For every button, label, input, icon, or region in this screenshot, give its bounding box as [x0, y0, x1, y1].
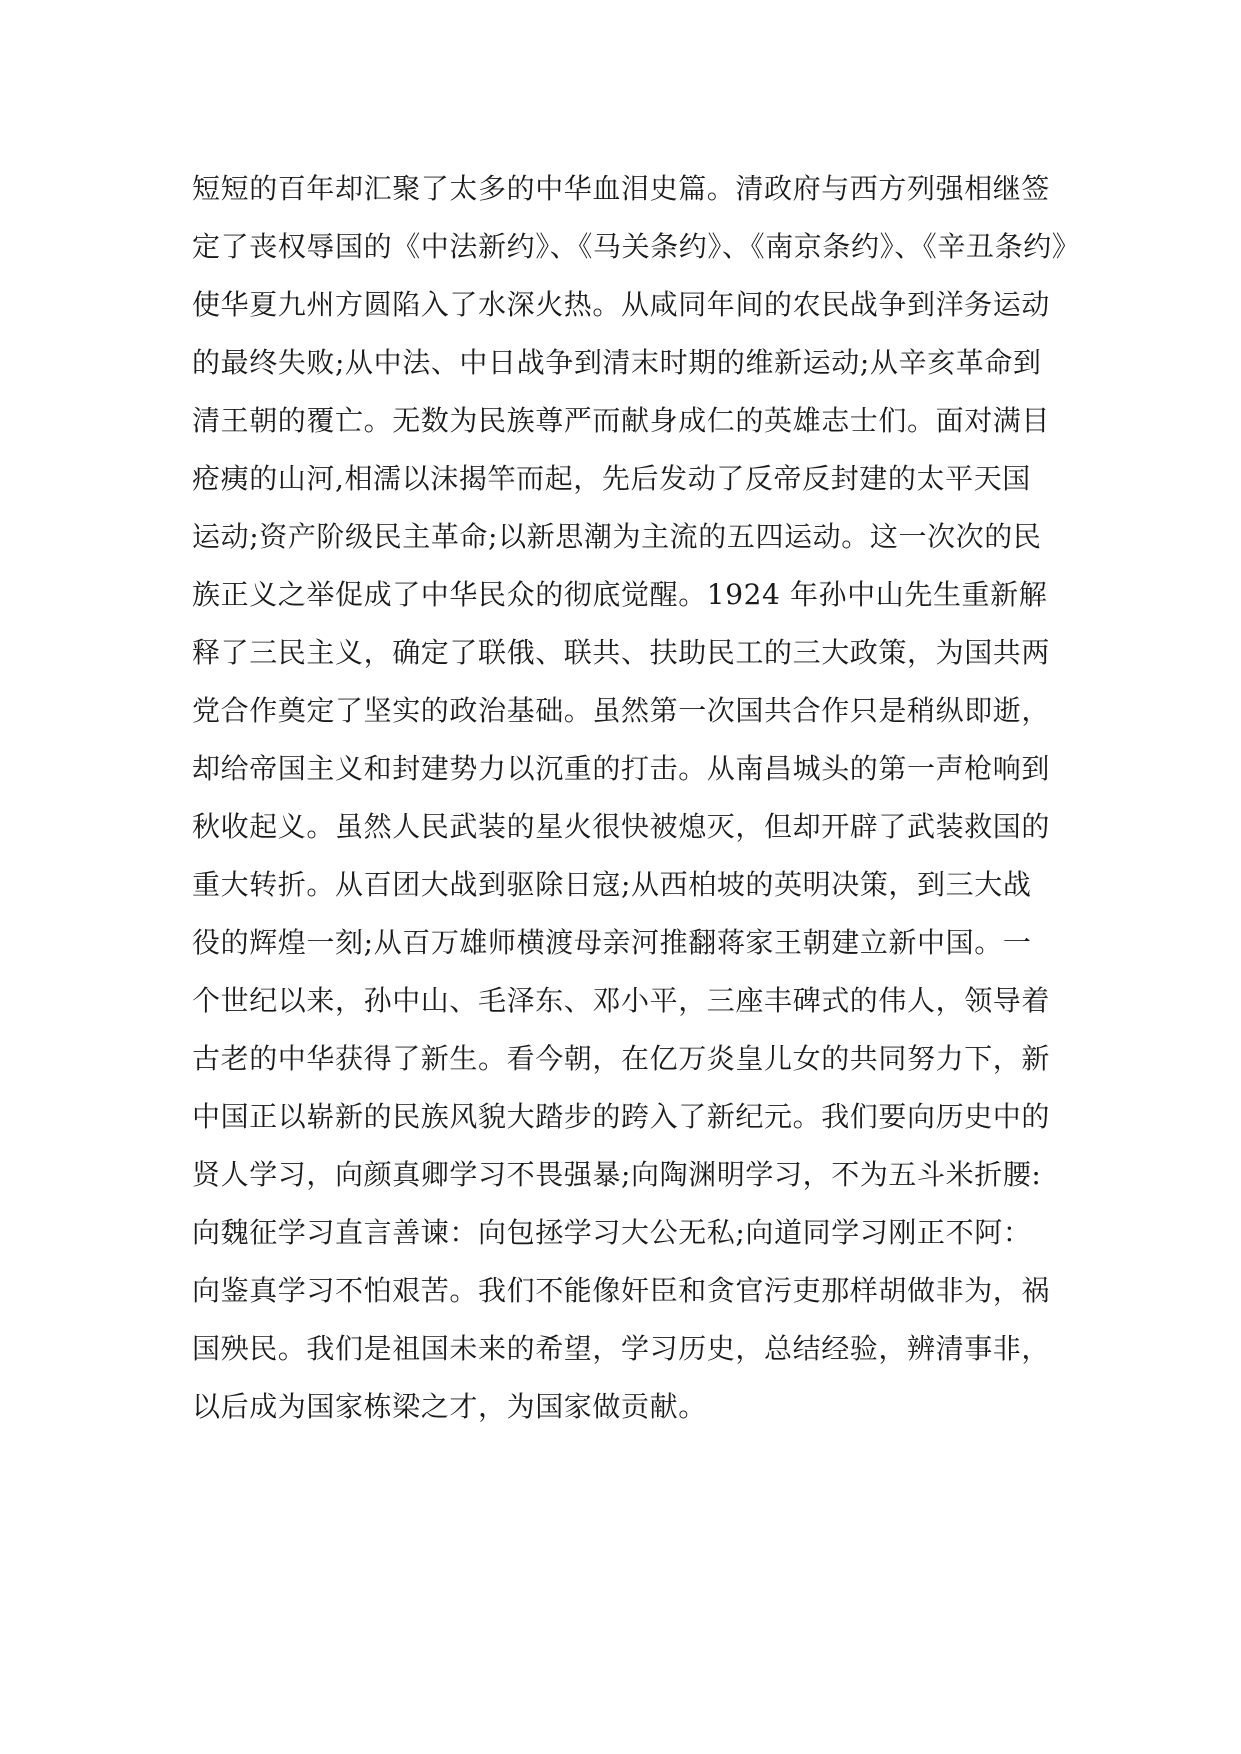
text-line: 个世纪以来，孙中山、毛泽东、邓小平，三座丰碑式的伟人，领导着: [192, 984, 1051, 1017]
text-line: 向魏征学习直言善谏：向包拯学习大公无私;向道同学习刚正不阿：: [192, 1216, 1032, 1249]
text-line: 中国正以崭新的民族风貌大踏步的跨入了新纪元。我们要向历史中的: [192, 1100, 1051, 1133]
text-line: 党合作奠定了坚实的政治基础。虽然第一次国共合作只是稍纵即逝，: [192, 694, 1051, 727]
text-line: 定了丧权辱国的《中法新约》、《马关条约》、《南京条约》、《辛丑条约》: [192, 230, 1081, 263]
text-line: 的最终失败;从中法、中日战争到清末时期的维新运动;从辛亥革命到: [192, 346, 1042, 379]
text-line: 重大转折。从百团大战到驱除日寇;从西柏坡的英明决策，到三大战: [192, 868, 1032, 901]
text-line: 贤人学习，向颜真卿学习不畏强暴;向陶渊明学习，不为五斗米折腰:: [192, 1158, 1042, 1191]
essay-paragraph: [192, 160, 1081, 1436]
text-line: 运动;资产阶级民主革命;以新思潮为主流的五四运动。这一次次的民: [192, 520, 1042, 553]
text-line: 役的辉煌一刻;从百万雄师横渡母亲河推翻蒋家王朝建立新中国。一: [192, 926, 1032, 959]
text-line: 古老的中华获得了新生。看今朝，在亿万炎皇儿女的共同努力下，新: [192, 1042, 1051, 1075]
text-line: 以后成为国家栋梁之才，为国家做贡献。: [192, 1390, 707, 1423]
text-line: 使华夏九州方圆陷入了水深火热。从咸同年间的农民战争到洋务运动: [192, 288, 1051, 321]
text-line: 却给帝国主义和封建势力以沉重的打击。从南昌城头的第一声枪响到: [192, 752, 1051, 785]
text-line: 疮痍的山河,相濡以沫揭竿而起，先后发动了反帝反封建的太平天国: [192, 462, 1031, 495]
text-line: 国殃民。我们是祖国未来的希望，学习历史，总结经验，辨清事非，: [192, 1332, 1051, 1365]
text-line: 短短的百年却汇聚了太多的中华血泪史篇。清政府与西方列强相继签: [192, 172, 1051, 205]
text-line: 秋收起义。虽然人民武装的星火很快被熄灭，但却开辟了武装救国的: [192, 810, 1051, 843]
text-line: 向鉴真学习不怕艰苦。我们不能像奸臣和贪官污吏那样胡做非为，祸: [192, 1274, 1051, 1307]
text-line: 族正义之举促成了中华民众的彻底觉醒。1924 年孙中山先生重新解: [192, 578, 1048, 611]
text-line: 释了三民主义，确定了联俄、联共、扶助民工的三大政策，为国共两: [192, 636, 1051, 669]
text-line: 清王朝的覆亡。无数为民族尊严而献身成仁的英雄志士们。面对满目: [192, 404, 1051, 437]
